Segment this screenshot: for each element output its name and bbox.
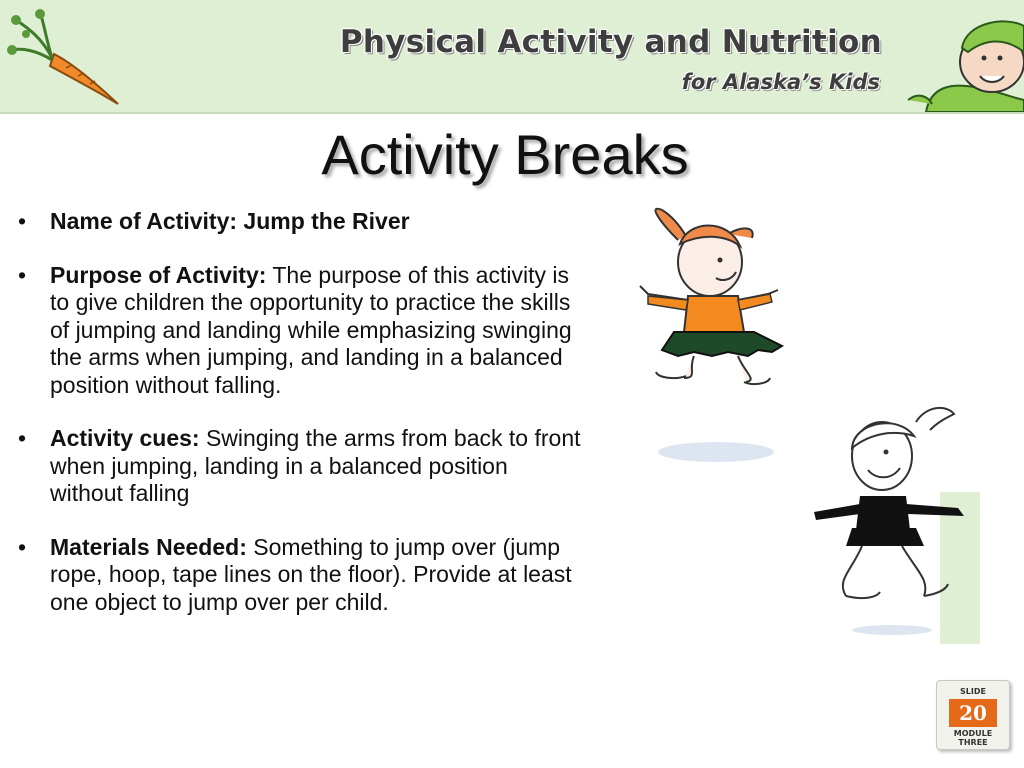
bullet-item: • Purpose of Activity: The purpose of this activity is to give children the opportunity to practice the skills of jumping and landing while emphasizing swinging the arms when jumping, and landing in a balanced position without falling. [18, 261, 572, 398]
slide-title: Activity Breaks [321, 123, 689, 186]
bullet-label: Activity cues: [50, 425, 200, 451]
bullet-item: • Activity cues: Swinging the arms from back to front when jumping, landing in a balanced position without falling [18, 425, 581, 506]
bullet-list [14, 208, 584, 642]
jumping-girl-illustration [628, 200, 798, 470]
bullet-label: Purpose of Activity: [50, 261, 267, 288]
header-subtitle: for Alaska’s Kids [681, 70, 880, 94]
bullet-label: Materials Needed: [50, 533, 247, 560]
header-title: Physical Activity and Nutrition [339, 24, 882, 60]
header-banner [0, 0, 1024, 114]
bullet-text: The purpose of this activity is to give children the opportunity to practice the skills of jumping and landing while emphasizing swinging the arms when jumping, and landing in a balanced position without falling. [50, 261, 572, 398]
bullet-label: Name of Activity: Jump the River [50, 208, 410, 234]
kid-mascot-icon [906, 12, 1024, 112]
badge-module-number: THREE [958, 738, 988, 747]
jumping-girl-outline-illustration [806, 400, 986, 645]
bullet-item: • Name of Activity: Jump the River [18, 208, 410, 234]
slide-number-badge [936, 680, 1010, 750]
carrot-icon [6, 8, 126, 108]
bullet-item: • Materials Needed: Something to jump over (jump rope, hoop, tape lines on the floor). Provide at least one object to jump over per child. [18, 533, 572, 615]
badge-module-label: MODULE [953, 729, 993, 738]
bullet-text: Something to jump over (jump rope, hoop, tape lines on the floor). Provide at least one object to jump over per child. [50, 533, 572, 615]
badge-top-label: SLIDE [960, 687, 986, 696]
bullet-text: Swinging the arms from back to front when jumping, landing in a balanced position without falling [50, 425, 581, 506]
slide-number: 20 [949, 699, 997, 727]
